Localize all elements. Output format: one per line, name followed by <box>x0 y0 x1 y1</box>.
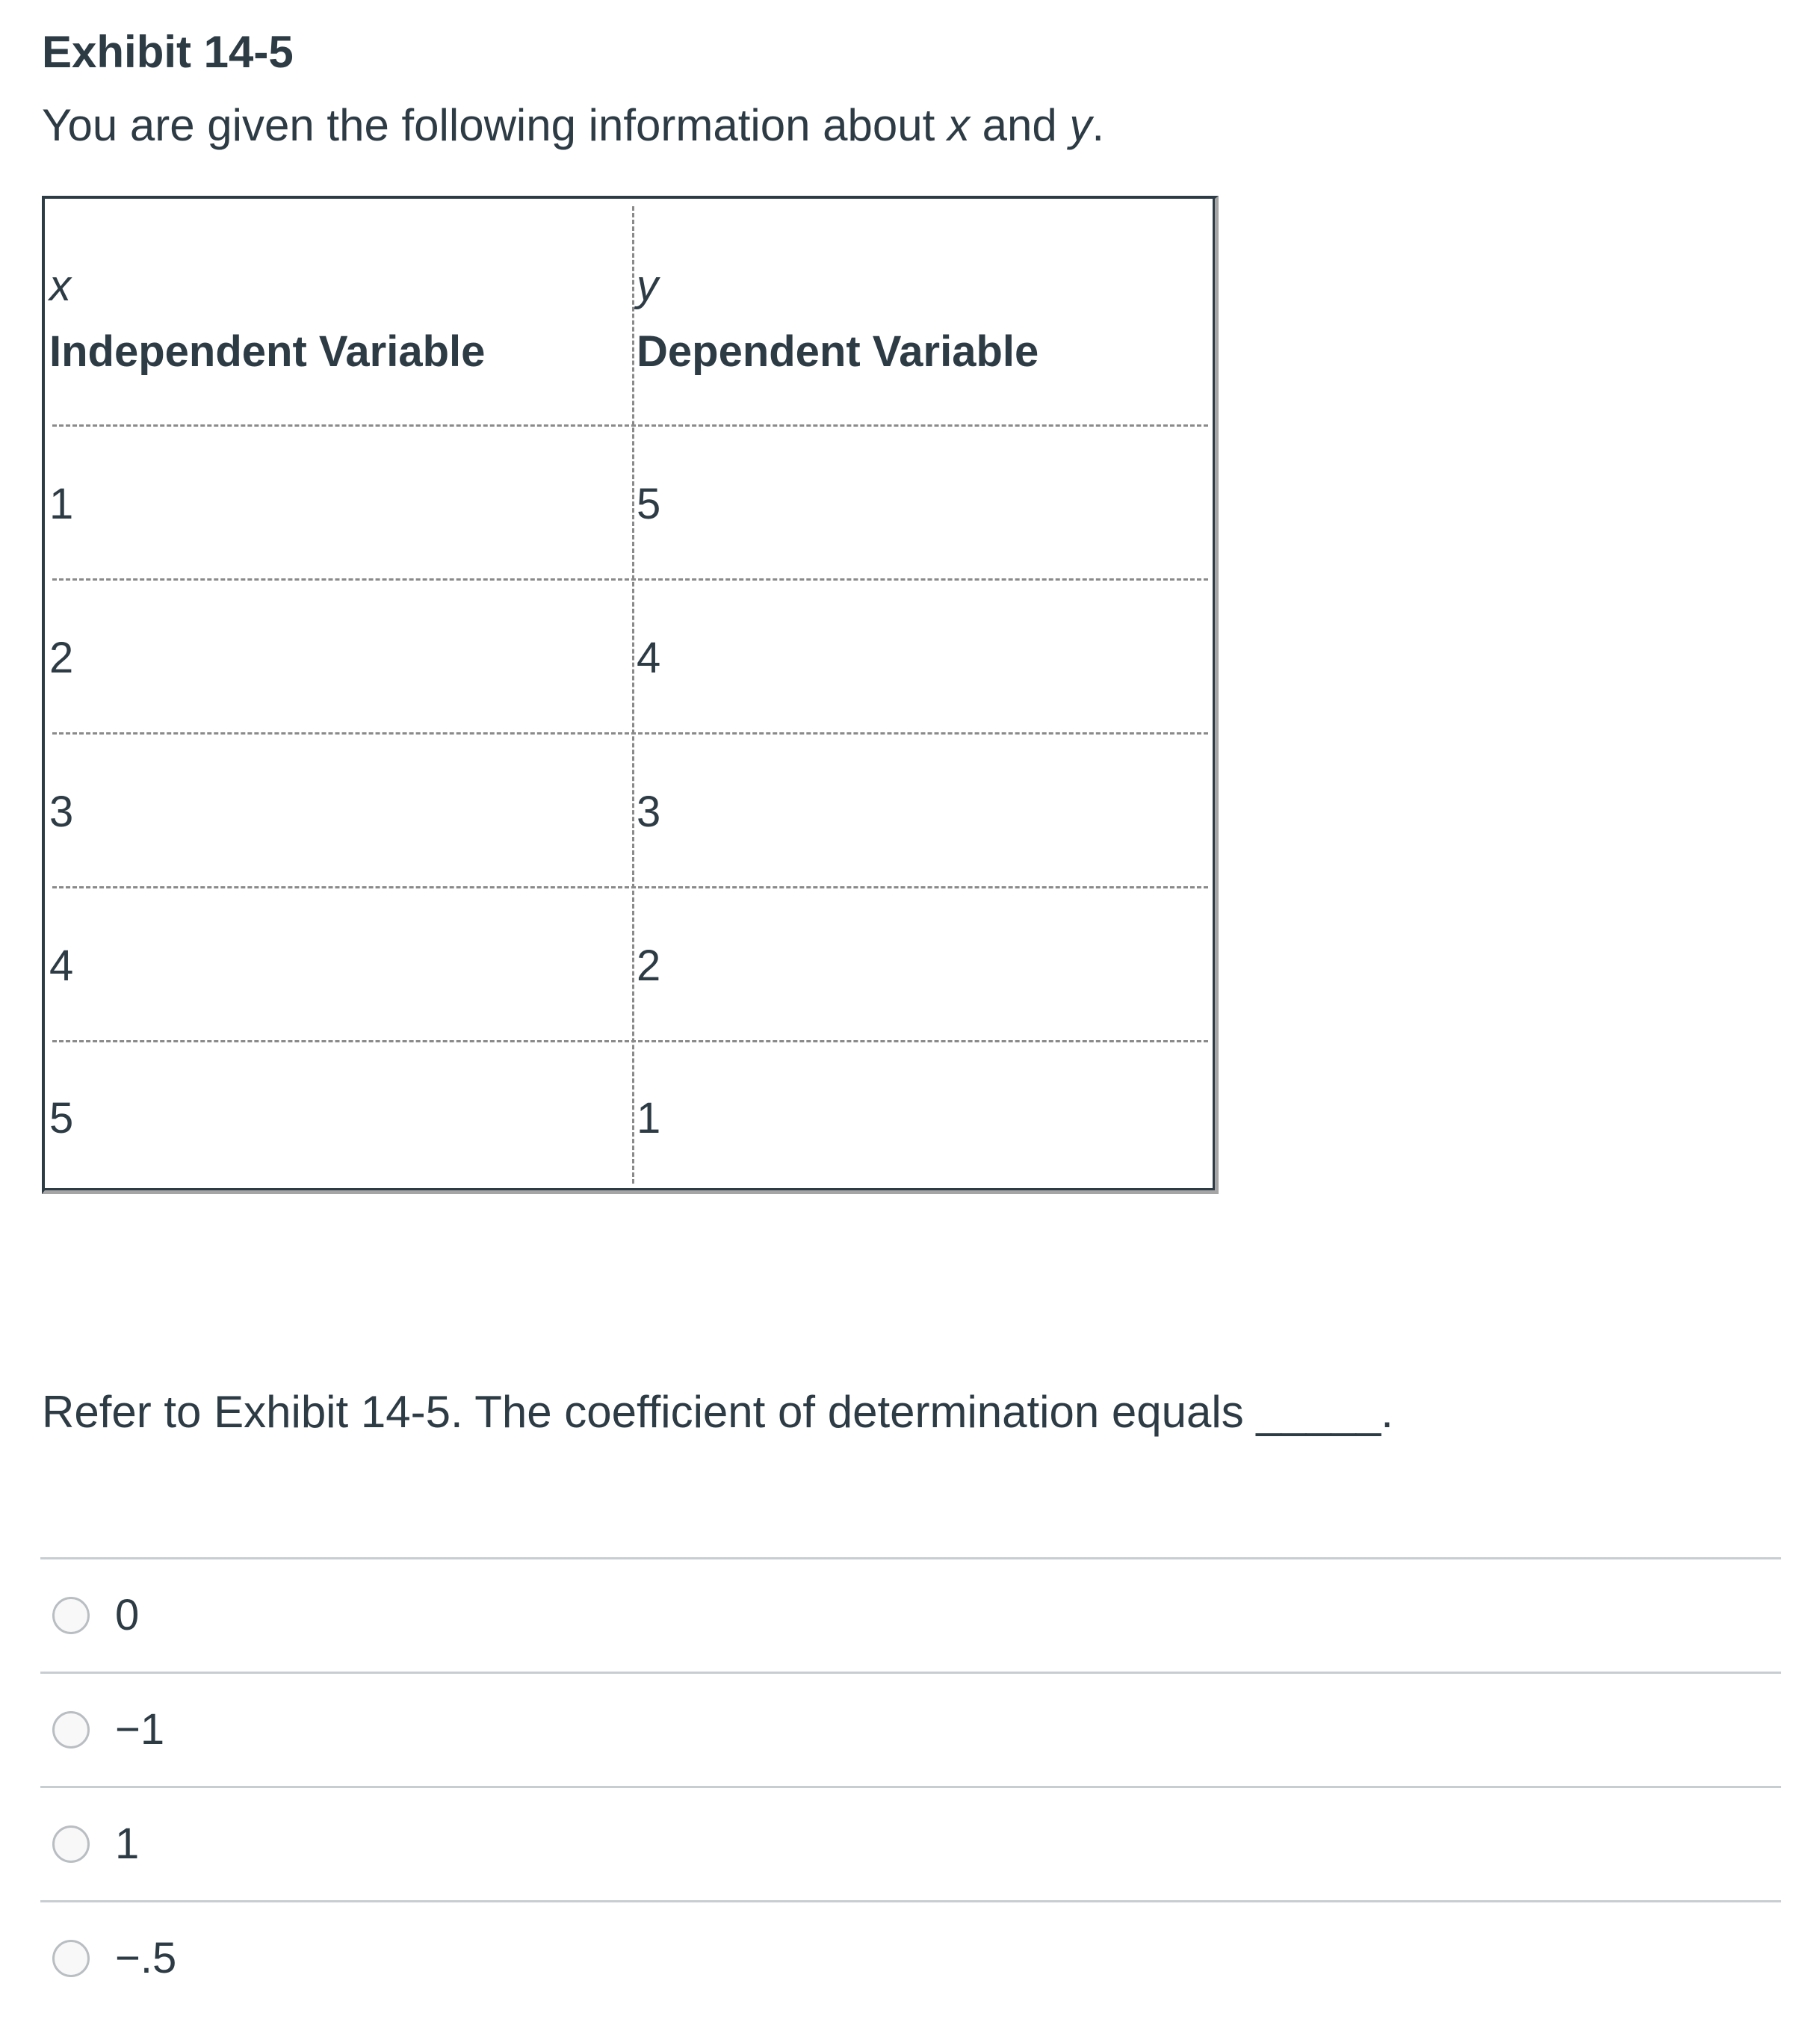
cell-y-4: 2 <box>637 942 661 990</box>
question-text: Refer to Exhibit 14-5. The coefficient of determination equals _____. <box>42 1387 1393 1437</box>
exhibit-title: Exhibit 14-5 <box>42 27 294 77</box>
row-separator <box>52 424 1208 427</box>
answer-label: −1 <box>115 1705 165 1754</box>
radio-button-icon[interactable] <box>52 1940 90 1977</box>
cell-y-1: 5 <box>637 480 661 528</box>
intro-prefix: You are given the following information about <box>42 100 947 150</box>
answer-label: 1 <box>115 1819 140 1868</box>
answer-option-2[interactable] <box>40 1674 1781 1786</box>
data-table-inner <box>45 199 1215 1190</box>
cell-y-3: 3 <box>637 788 661 836</box>
answer-label: 0 <box>115 1591 140 1639</box>
answer-option-3[interactable] <box>40 1788 1781 1900</box>
intro-x: x <box>947 100 970 150</box>
cell-y-2: 4 <box>637 634 661 682</box>
row-separator <box>52 886 1208 888</box>
data-table <box>42 196 1219 1194</box>
cell-x-1: 1 <box>49 480 74 528</box>
header-y-label: Dependent Variable <box>637 327 1039 376</box>
radio-button-icon[interactable] <box>52 1711 90 1749</box>
radio-button-icon[interactable] <box>52 1825 90 1863</box>
radio-button-icon[interactable] <box>52 1597 90 1634</box>
cell-x-5: 5 <box>49 1094 74 1143</box>
row-separator <box>52 1040 1208 1042</box>
cell-y-5: 1 <box>637 1094 661 1143</box>
answer-option-1[interactable] <box>40 1559 1781 1672</box>
header-y-variable: y <box>637 262 658 310</box>
row-separator <box>52 732 1208 735</box>
answer-label: −.5 <box>115 1934 177 1982</box>
answer-option-4[interactable] <box>40 1902 1781 2015</box>
cell-x-3: 3 <box>49 788 74 836</box>
cell-x-2: 2 <box>49 634 74 682</box>
cell-x-4: 4 <box>49 942 74 990</box>
header-x-label: Independent Variable <box>49 327 486 376</box>
row-separator <box>52 578 1208 581</box>
intro-y: y <box>1069 100 1092 150</box>
column-divider <box>632 206 634 1184</box>
intro-and: and <box>969 100 1070 150</box>
intro-suffix: . <box>1092 100 1105 150</box>
header-x-variable: x <box>49 262 71 310</box>
intro-text <box>42 94 1104 157</box>
